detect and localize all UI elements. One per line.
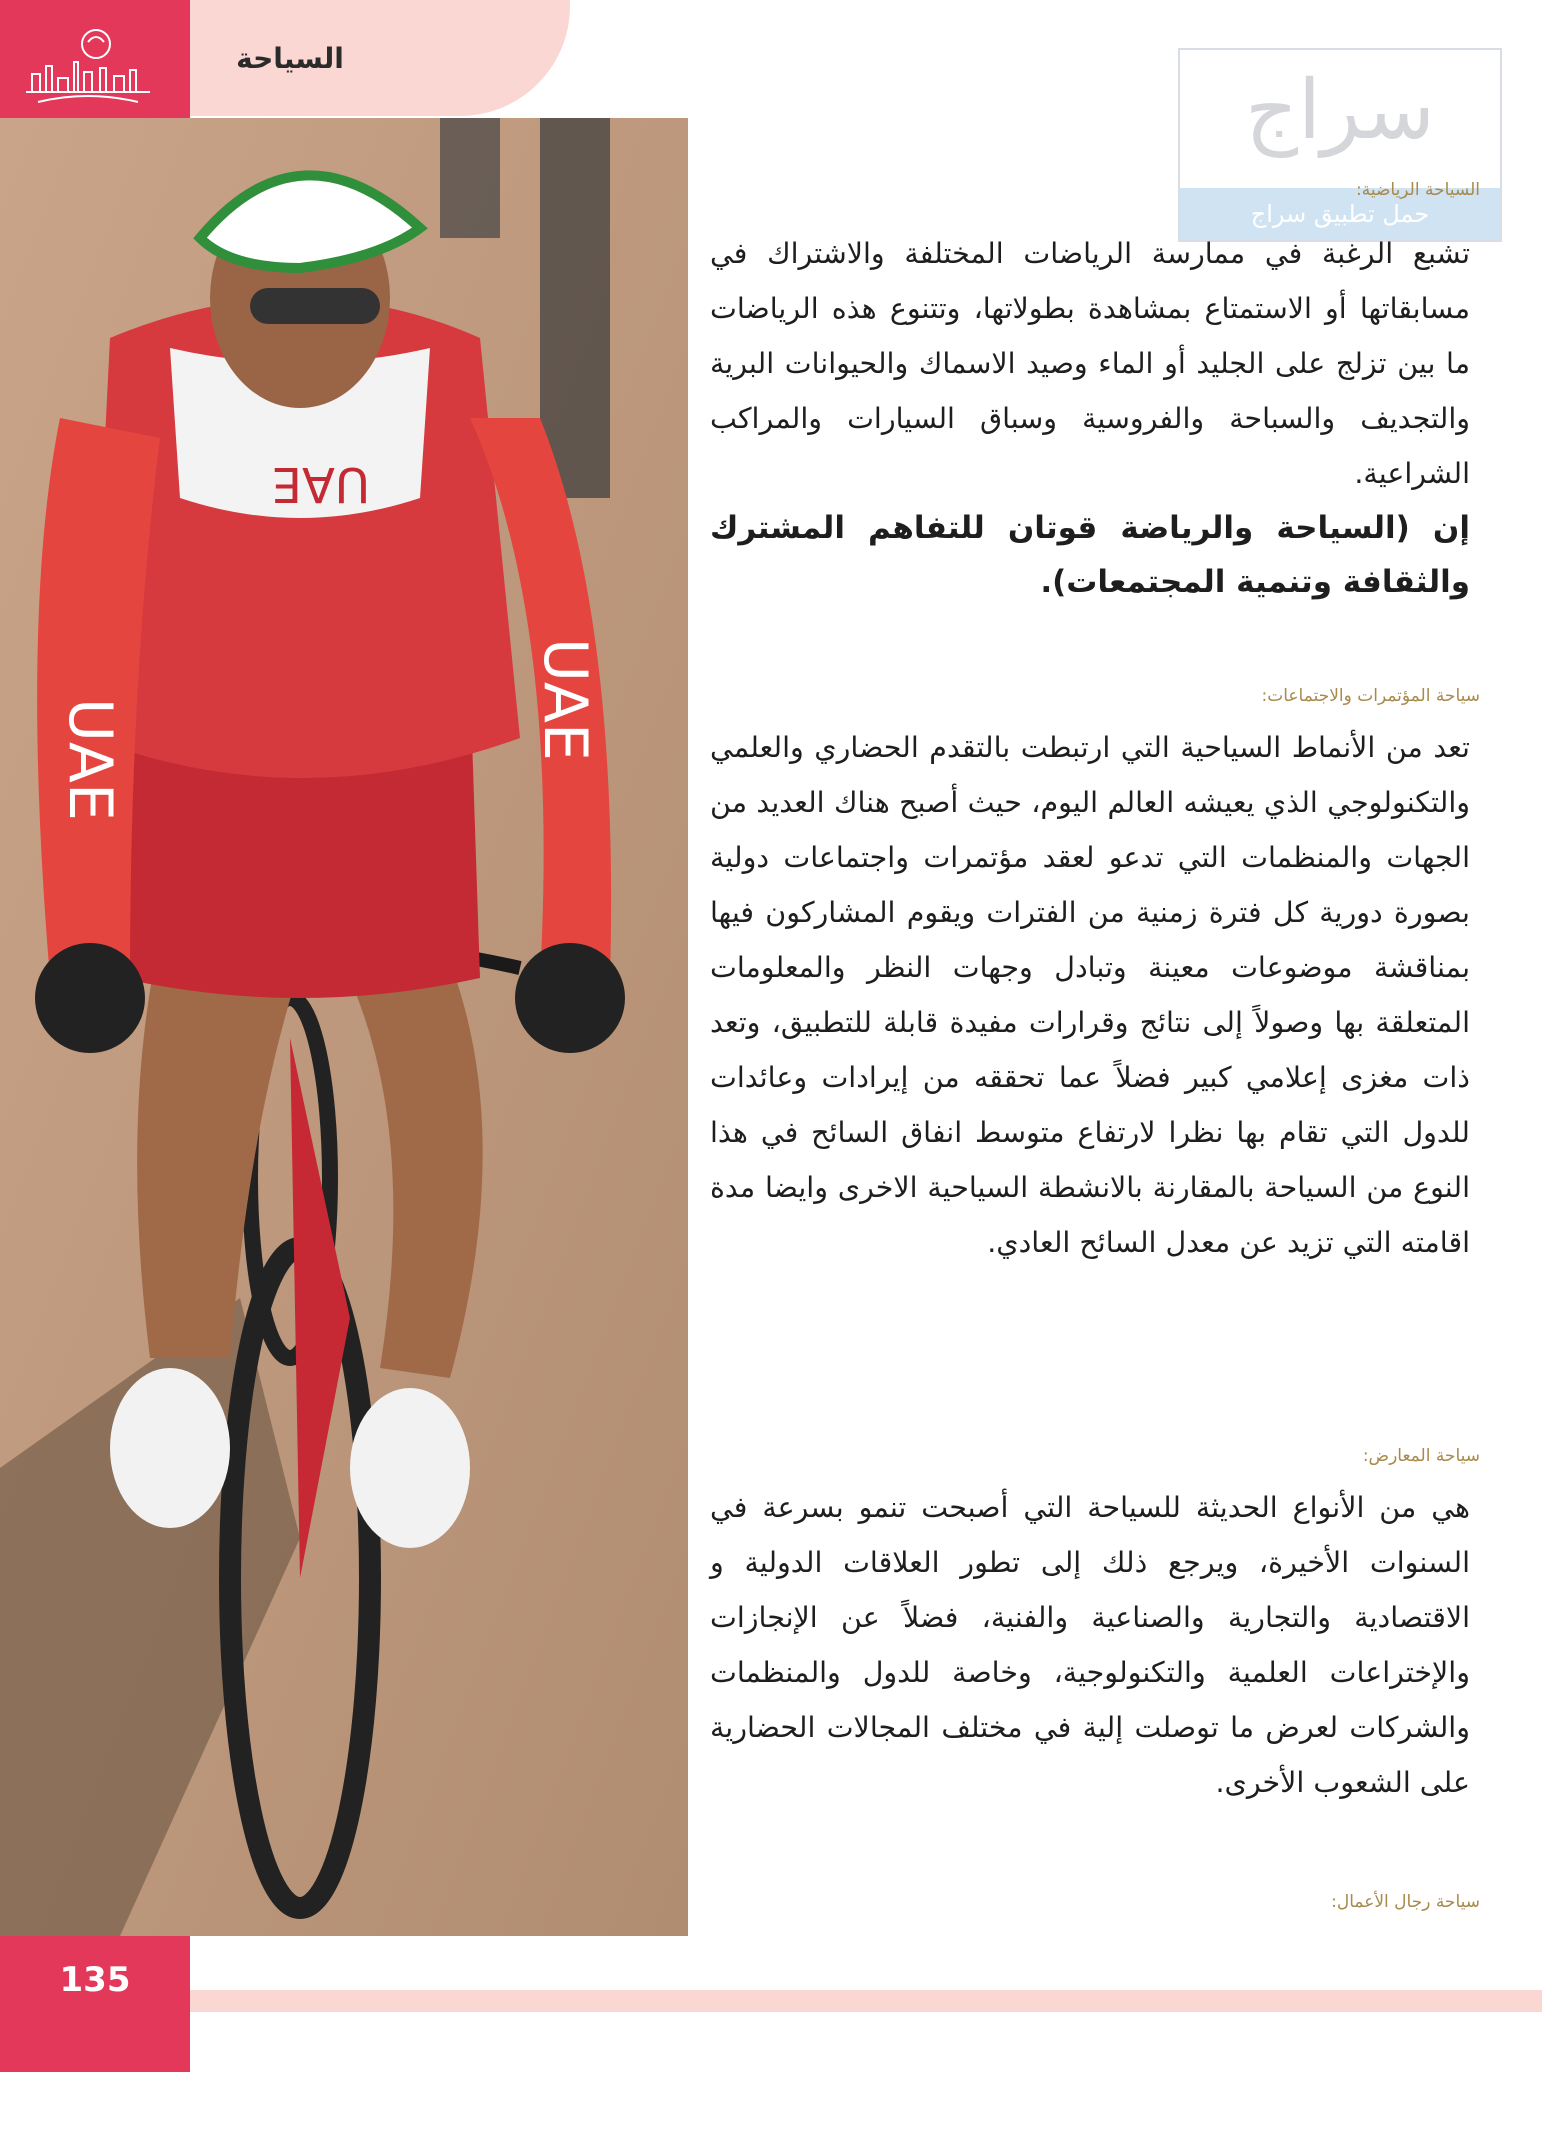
page-number-box xyxy=(0,1936,190,2072)
section-heading-business: سياحة رجال الأعمال: xyxy=(1331,1892,1480,1912)
page-number: 135 xyxy=(59,1960,131,2000)
paragraph-sports xyxy=(710,226,1470,609)
paragraph-conferences-text: تعد من الأنماط السياحية التي ارتبطت بالتقدم الحضاري والعلمي والتكنولوجي الذي يعيشه العالم اليوم، حيث أصبح هناك العديد من الجهات والمنظمات التي تدعو لعقد مؤتمرات واجتماعات دولية بصورة دورية كل فترة زمنية من الفترات ويقوم المشاركون فيها بمناقشة موضوعات معينة وتبادل وجهات النظر والمعلومات المتعلقة بها وصولاً إلى نتائج وقرارات مفيدة قابلة للتطبيق، وتعد ذات مغزى إعلامي كبير فضلاً عما تحققه من إيرادات وعائدات للدول التي تقام بها نظرا لارتفاع متوسط انفاق السائح في هذا النوع من السياحة بالمقارنة بالانشطة السياحية الاخرى وايضا مدة اقامته التي تزيد عن معدل السائح العادي. xyxy=(710,731,1470,1259)
paragraph-exhibitions-text: هي من الأنواع الحديثة للسياحة التي أصبحت تنمو بسرعة في السنوات الأخيرة، ويرجع ذلك إلى تطور العلاقات الدولية و الاقتصادية والتجارية والصناعية والفنية، فضلاً عن الإنجازات والإختراعات العلمية والتكنولوجية، وخاصة للدول والمنظمات والشركات لعرض ما توصلت إلية في مختلف المجالات الحضارية على الشعوب الأخرى. xyxy=(710,1491,1470,1799)
cyclist-photo xyxy=(0,118,688,1936)
section-heading-exhibitions: سياحة المعارض: xyxy=(1362,1446,1480,1466)
skyline-logo-icon xyxy=(18,22,158,108)
corner-logo-box xyxy=(0,0,190,118)
section-heading-sports: السياحة الرياضية: xyxy=(1355,180,1480,200)
footer-bar xyxy=(190,1990,1542,2012)
cyclist-illustration-icon xyxy=(0,118,688,1936)
paragraph-sports-text: تشبع الرغبة في ممارسة الرياضات المختلفة والاشتراك في مسابقاتها أو الاستمتاع بمشاهدة بطولاتها، وتتنوع هذه الرياضات ما بين تزلج على الجليد أو الماء وصيد الاسماك والحيوانات البرية والتجديف والسباحة والفروسية وسباق السيارات والمراكب الشراعية. xyxy=(710,237,1470,490)
paragraph-conferences xyxy=(710,720,1470,1270)
jersey-text-chest: UAE xyxy=(271,456,370,512)
watermark-logo: سراج xyxy=(1245,63,1435,158)
bold-quote: إن (السياحة والرياضة قوتان للتفاهم المشترك والثقافة وتنمية المجتمعات). xyxy=(710,510,1470,600)
chapter-title: السياحة xyxy=(236,42,344,75)
jersey-text-right: UAE xyxy=(530,638,600,761)
paragraph-exhibitions xyxy=(710,1480,1470,1810)
section-heading-conferences: سياحة المؤتمرات والاجتماعات: xyxy=(1261,686,1480,706)
watermark-tagline: حمل تطبيق سراج xyxy=(1180,188,1500,240)
watermark-box xyxy=(1178,48,1502,242)
jersey-text-left: UAE xyxy=(55,698,125,821)
